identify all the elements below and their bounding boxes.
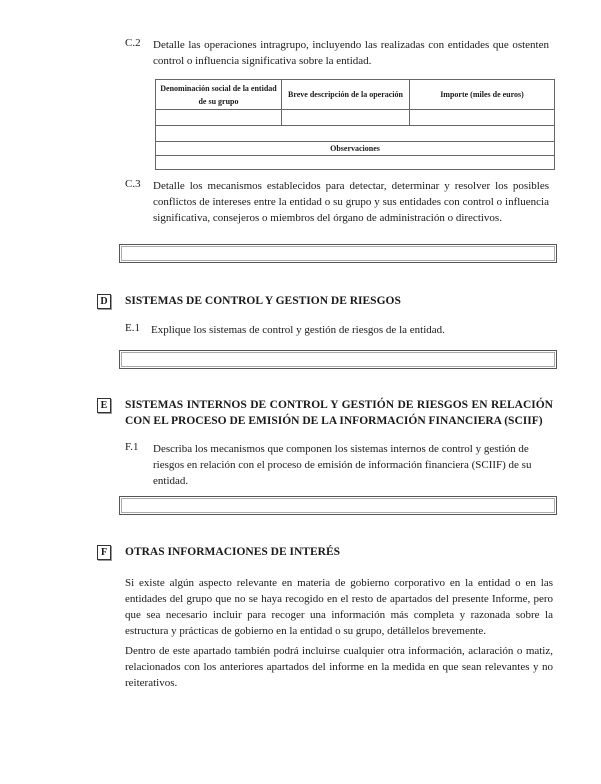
item-text-f1: Describa los mecanismos que componen los sistemas internos de control y gestión de riesgos en relación con el proceso de emisión de información financiera (SCIIF) de su entidad. (153, 443, 532, 487)
observations-header: Observaciones (156, 142, 555, 156)
observations-cell[interactable] (156, 156, 555, 170)
column-header-amount: Importe (miles de euros) (410, 80, 555, 110)
section-title-e: SISTEMAS INTERNOS DE CONTROL Y GESTIÓN DE RIESGOS EN RELACIÓN CON EL PROCESO DE EMISIÓN DE LA INFORMACIÓN FINANCIERA (SCIIF) (125, 399, 553, 427)
table-cell[interactable] (282, 110, 410, 126)
item-number-f1: F.1 (125, 441, 139, 453)
column-header-description: Breve descripción de la operación (282, 80, 410, 110)
intragroup-operations-table (155, 79, 555, 170)
item-text-c2: Detalle las operaciones intragrupo, incluyendo las realizadas con entidades que ostenten control o influencia significativa sobre la entidad. (153, 39, 549, 67)
answer-box-f1[interactable] (119, 496, 557, 515)
answer-box-c3[interactable] (119, 244, 557, 263)
section-letter-d: D (97, 294, 111, 309)
item-number-c2: C.2 (125, 37, 141, 49)
table-cell-blank (156, 126, 555, 142)
item-number-e1: E.1 (125, 322, 140, 334)
section-title-f: OTRAS INFORMACIONES DE INTERÉS (125, 546, 341, 558)
section-title-d: SISTEMAS DE CONTROL Y GESTION DE RIESGOS (125, 295, 401, 307)
column-header-entity: Denominación social de la entidad de su grupo (156, 80, 282, 110)
item-text-c3: Detalle los mecanismos establecidos para detectar, determinar y resolver los posibles conflictos de intereses entre la entidad o su grupo y sus entidades con control o influencia significativa, consejeros o miembros del órgano de administración o directivos. (153, 180, 549, 224)
section-letter-f: F (97, 545, 111, 560)
table-cell[interactable] (410, 110, 555, 126)
table-cell[interactable] (156, 110, 282, 126)
section-f-paragraph-1: Si existe algún aspecto relevante en materia de gobierno corporativo en la entidad o en las entidades del grupo que no se haya recogido en el resto de apartados del presente Informe, pero que sea necesario incluir para recoger una información más completa y razonada sobre la estructura y prácticas de gobierno en la entidad o su grupo, detállelos brevemente. (125, 577, 553, 637)
answer-box-e1[interactable] (119, 350, 557, 369)
item-number-c3: C.3 (125, 178, 141, 190)
section-letter-e: E (97, 398, 111, 413)
section-f-paragraph-2: Dentro de este apartado también podrá incluirse cualquier otra información, aclaración o matiz, relacionados con los anteriores apartados del informe en la medida en que sean relevantes y no reiterativos. (125, 645, 553, 689)
item-text-e1: Explique los sistemas de control y gestión de riesgos de la entidad. (151, 324, 445, 336)
